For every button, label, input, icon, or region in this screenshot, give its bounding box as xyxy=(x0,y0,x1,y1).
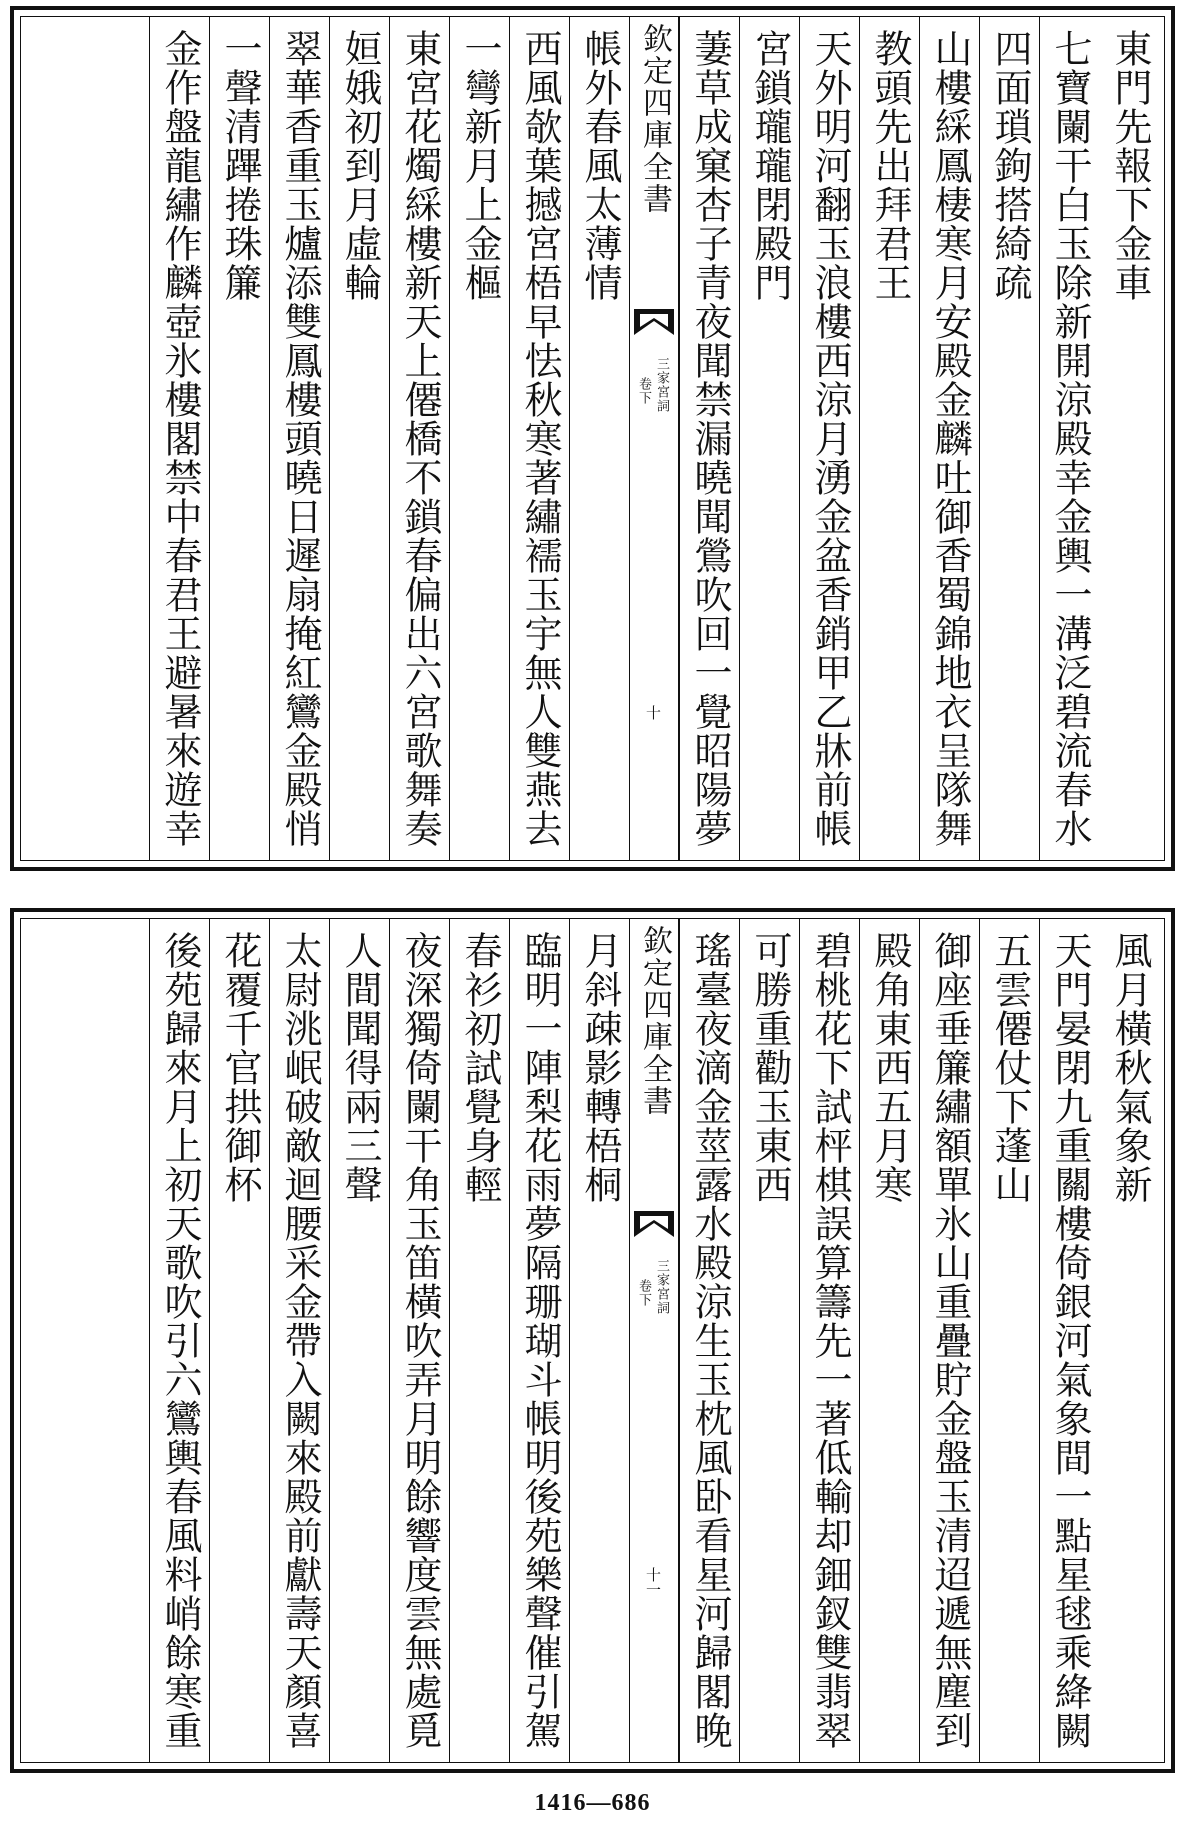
text-column xyxy=(799,17,859,860)
gutter-leaf-number: 十 xyxy=(644,705,662,720)
text-column xyxy=(149,919,209,1762)
column-text: 可勝重勸玉東西 xyxy=(748,931,792,1204)
gutter-leaf-number: 十一 xyxy=(644,1567,662,1597)
column-text: 一彎新月上金樞 xyxy=(458,29,502,302)
text-column xyxy=(739,919,799,1762)
text-column xyxy=(149,17,209,860)
text-column xyxy=(679,919,739,1762)
fishtail-mark-icon xyxy=(634,309,674,335)
column-text: 碧桃花下試枰棋誤算籌先一著低輸却鈿釵雙翡翠 xyxy=(808,931,852,1750)
column-text: 萋草成窠杏子青夜聞禁漏曉聞鶯吹回一覺昭陽夢 xyxy=(688,29,732,848)
gutter-book-title: 欽定四庫全書 xyxy=(637,23,672,215)
column-text: 五雲僊仗下蓬山 xyxy=(988,931,1032,1204)
column-text: 七寶闌干白玉除新開涼殿幸金輿一溝泛碧流春水 xyxy=(1048,29,1092,848)
gutter-volume: 卷下 xyxy=(636,1279,651,1307)
text-column xyxy=(389,17,449,860)
column-text: 一聲清蹕捲珠簾 xyxy=(218,29,262,302)
column-text: 姮娥初到月虛輪 xyxy=(338,29,382,302)
column-text: 御座垂簾繡額單氷山重疊貯金盤玉清迢遞無塵到 xyxy=(928,931,972,1750)
column-text: 東宮花燭綵樓新天上僊橋不鎖春偏出六宮歌舞奏 xyxy=(398,29,442,848)
text-column xyxy=(859,919,919,1762)
column-text: 太尉洮岷破敵迴腰采金帶入闕來殿前獻壽天顏喜 xyxy=(278,931,322,1750)
column-text: 臨明一陣梨花雨夢隔珊瑚斗帳明後苑樂聲催引駕 xyxy=(518,931,562,1750)
text-column xyxy=(569,17,629,860)
column-text: 夜深獨倚闌干角玉笛橫吹弄月明餘響度雲無處覓 xyxy=(398,931,442,1750)
text-column xyxy=(269,919,329,1762)
column-text: 人間聞得兩三聲 xyxy=(338,931,382,1204)
column-text: 四面瑣鉤搭綺疏 xyxy=(988,29,1032,302)
text-column xyxy=(799,919,859,1762)
column-text: 東門先報下金車 xyxy=(1108,29,1152,302)
text-column xyxy=(509,17,569,860)
column-text: 宮鎖瓏瓏閉殿門 xyxy=(748,29,792,302)
column-text: 春衫初試覺身輕 xyxy=(458,931,502,1204)
text-column xyxy=(1099,17,1159,860)
column-text: 天外明河翻玉浪樓西涼月湧金盆香銷甲乙牀前帳 xyxy=(808,29,852,848)
column-text: 花覆千官拱御杯 xyxy=(218,931,262,1204)
text-column xyxy=(919,17,979,860)
text-column xyxy=(449,17,509,860)
text-column xyxy=(209,919,269,1762)
column-text: 風月橫秋氣象新 xyxy=(1108,931,1152,1204)
gutter-book-title: 欽定四庫全書 xyxy=(637,925,672,1117)
column-text: 後苑歸來月上初天歌吹引六鸞輿春風料峭餘寒重 xyxy=(158,931,202,1750)
column-text: 月斜疎影轉梧桐 xyxy=(578,931,622,1204)
column-text: 教頭先出拜君王 xyxy=(868,29,912,302)
column-text: 金作盤龍繡作麟壺氷樓閣禁中春君王避暑來遊幸 xyxy=(158,29,202,848)
column-text: 翠華香重玉爐添雙鳳樓頭曉日遲扇掩紅鸞金殿悄 xyxy=(278,29,322,848)
page-lower xyxy=(10,908,1175,1773)
page-frame xyxy=(20,16,1165,861)
text-column xyxy=(979,919,1039,1762)
column-text: 瑤臺夜滴金莖露水殿涼生玉枕風卧看星河歸閣晚 xyxy=(688,931,732,1750)
text-column xyxy=(1039,919,1099,1762)
text-column xyxy=(919,919,979,1762)
column-text: 殿角東西五月寒 xyxy=(868,931,912,1204)
page-frame xyxy=(20,918,1165,1763)
text-column xyxy=(509,919,569,1762)
footer-page-number: 1416—686 xyxy=(534,1790,651,1816)
text-column xyxy=(979,17,1039,860)
center-gutter xyxy=(629,17,679,860)
text-column xyxy=(329,17,389,860)
text-column xyxy=(1099,919,1159,1762)
column-text: 帳外春風太薄情 xyxy=(578,29,622,302)
text-column xyxy=(329,919,389,1762)
text-column xyxy=(569,919,629,1762)
text-column xyxy=(209,17,269,860)
text-column xyxy=(859,17,919,860)
text-column xyxy=(269,17,329,860)
center-gutter xyxy=(629,919,679,1762)
text-column xyxy=(739,17,799,860)
text-column xyxy=(389,919,449,1762)
text-column xyxy=(449,919,509,1762)
column-text: 山樓綵鳳棲寒月安殿金麟吐御香蜀錦地衣呈隊舞 xyxy=(928,29,972,848)
text-column xyxy=(679,17,739,860)
gutter-work-title: 三家宮詞 xyxy=(654,357,669,413)
gutter-work-title: 三家宮詞 xyxy=(654,1259,669,1315)
column-text: 天門晏閉九重關樓倚銀河氣象間一點星毬乘絳闕 xyxy=(1048,931,1092,1750)
column-text: 西風欹葉撼宮梧早怯秋寒著繡襦玉宇無人雙燕去 xyxy=(518,29,562,848)
fishtail-mark-icon xyxy=(634,1211,674,1237)
page-upper xyxy=(10,6,1175,871)
gutter-volume: 卷下 xyxy=(636,377,651,405)
text-column xyxy=(1039,17,1099,860)
